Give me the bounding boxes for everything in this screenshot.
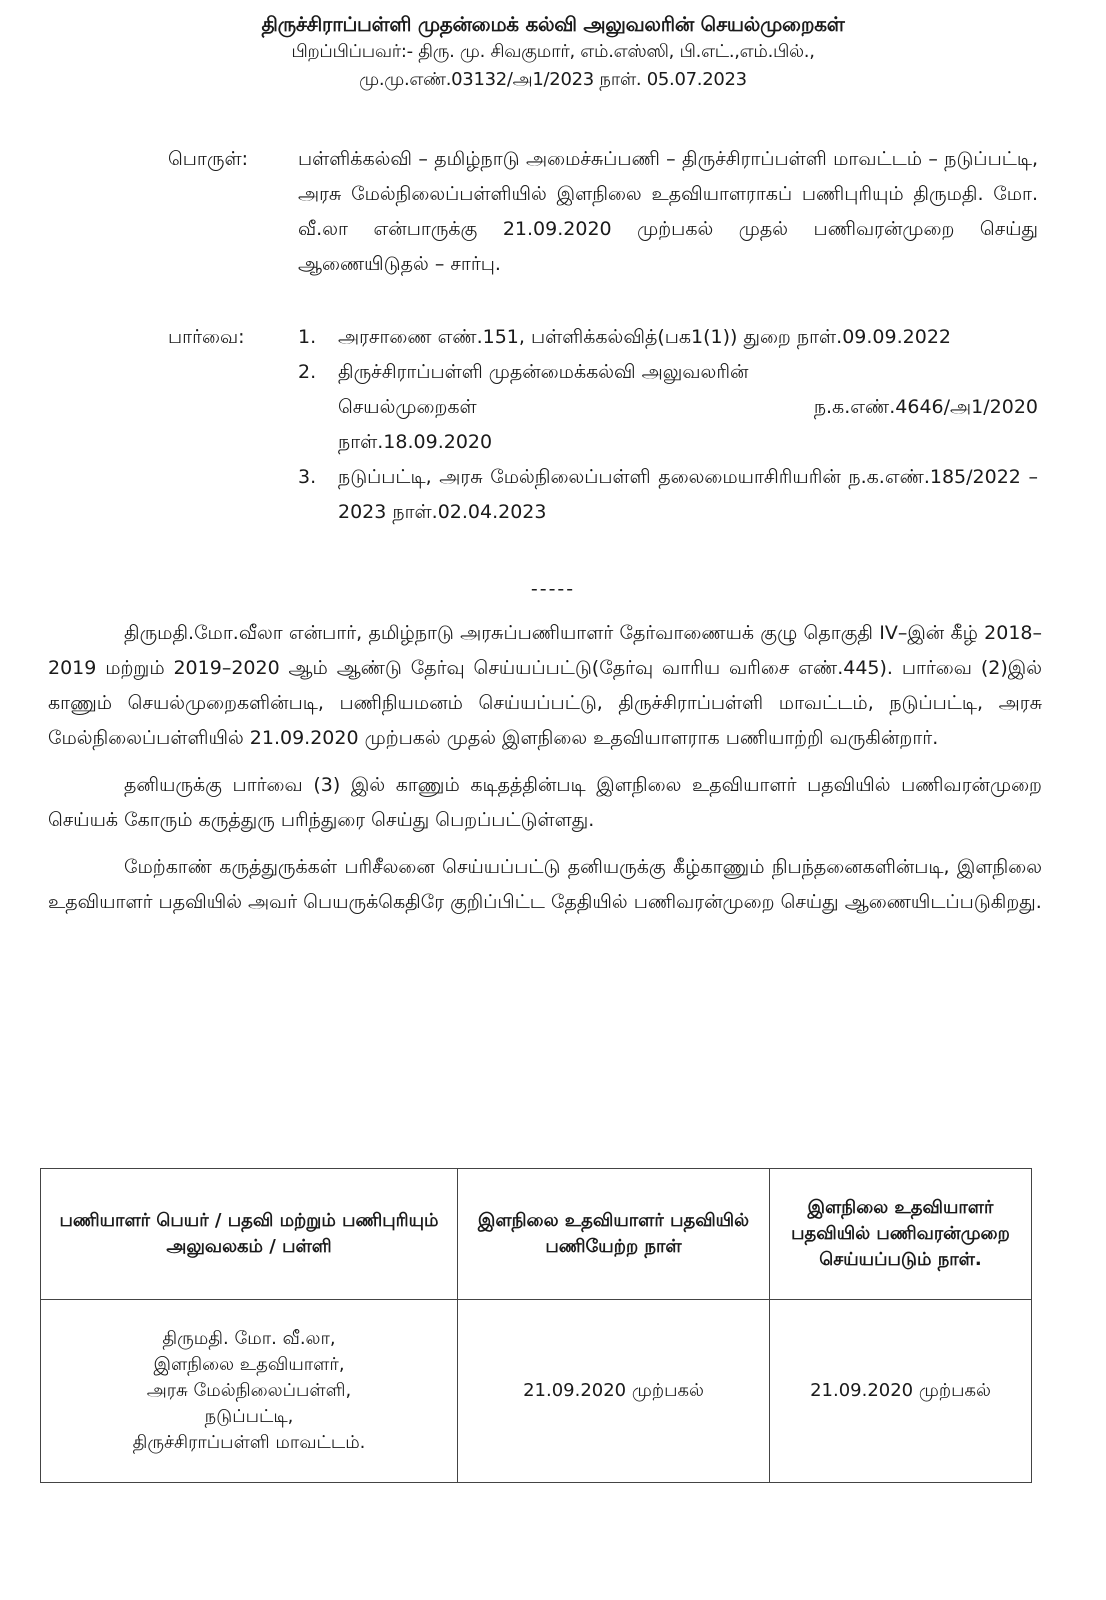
header-joined-date: இளநிலை உதவியாளர் பதவியில் பணியேற்ற நாள்: [458, 1169, 770, 1300]
header-regularized-date: இளநிலை உதவியாளர் பதவியில் பணிவரன்முறை செய்யப்படும் நாள்.: [770, 1169, 1032, 1300]
subject-text: பள்ளிக்கல்வி – தமிழ்நாடு அமைச்சுப்பணி – திருச்சிராப்பள்ளி மாவட்டம் – நடுப்பட்டி, அரசு மேல்நிலைப்பள்ளியில் இளநிலை உதவியாளராகப் பணிபுரியும் திருமதி. மோ. வீ.லா என்பாருக்கு 21.09.2020 முற்பகல் முதல் பணிவரன்முறை செய்து ஆணையிடுதல் – சார்பு.: [298, 148, 1038, 275]
office-title: திருச்சிராப்பள்ளி முதன்மைக் கல்வி அலுவலரின் செயல்முறைகள்: [261, 12, 845, 36]
reference-text: அரசாணை எண்.151, பள்ளிக்கல்வித்(பக1(1)) துறை நாள்.09.09.2022: [338, 326, 951, 348]
table-header-row: [41, 1169, 1032, 1300]
reference-text: நடுப்பட்டி, அரசு மேல்நிலைப்பள்ளி தலைமையாசிரியரின் ந.க.எண்.185/2022 – 2023 நாள்.02.04.2023: [338, 466, 1038, 523]
reference-number: 3.: [298, 466, 317, 488]
reference-number: 1.: [298, 326, 317, 348]
reference-number-date: மு.மு.எண்.03132/அ1/2023 நாள். 05.07.2023: [359, 69, 747, 90]
reference-text-part: நாள்.18.09.2020: [338, 431, 493, 453]
employee-line: திருச்சிராப்பள்ளி மாவட்டம்.: [132, 1432, 366, 1453]
employee-line: இளநிலை உதவியாளர்,: [153, 1354, 345, 1375]
reference-text-line: [338, 390, 1038, 425]
regularization-table: [40, 1168, 1032, 1483]
references-label: பார்வை:: [168, 326, 245, 348]
issuer-line: பிறப்பிப்பவர்:- திரு. மு. சிவகுமார், எம்.எஸ்ஸி, பி.எட்.,எம்.பில்.,: [291, 41, 815, 62]
employee-line: நடுப்பட்டி,: [204, 1406, 294, 1427]
letter-body: [48, 616, 1042, 932]
body-paragraph: மேற்காண் கருத்துருக்கள் பரிசீலனை செய்யப்பட்டு தனியருக்கு கீழ்காணும் நிபந்தனைகளின்படி, இளநிலை உதவியாளர் பதவியில் அவர் பெயருக்கெதிரே குறிப்பிட்ட தேதியில் பணிவரன்முறை செய்து ஆணையிடப்படுகிறது.: [48, 856, 1042, 913]
reference-text-line: [338, 425, 1038, 460]
reference-text-line: [338, 355, 1038, 390]
references-list: [298, 320, 1038, 530]
cell-regularized-date: 21.09.2020 முற்பகல்: [770, 1300, 1032, 1483]
references-block: [168, 320, 1038, 530]
letter-header: [0, 10, 1106, 94]
table-row: [41, 1300, 1032, 1483]
body-paragraph: தனியருக்கு பார்வை (3) இல் காணும் கடிதத்தின்படி இளநிலை உதவியாளர் பதவியில் பணிவரன்முறை செய்யக் கோரும் கருத்துரு பரிந்துரை செய்து பெறப்பட்டுள்ளது.: [48, 774, 1042, 831]
reference-text-part: ந.க.எண்.4646/அ1/2020: [813, 396, 1038, 418]
header-employee: பணியாளர் பெயர் / பதவி மற்றும் பணிபுரியும் அலுவலகம் / பள்ளி: [41, 1169, 458, 1300]
reference-item: [298, 320, 1038, 355]
reference-number: 2.: [298, 361, 317, 383]
reference-text-part: செயல்முறைகள்: [338, 396, 477, 418]
reference-item: [298, 355, 1038, 460]
subject-label: பொருள்:: [168, 148, 249, 170]
employee-line: திருமதி. மோ. வீ.லா,: [162, 1328, 336, 1349]
reference-item: [298, 460, 1038, 530]
cell-joined-date: 21.09.2020 முற்பகல்: [458, 1300, 770, 1483]
body-paragraph: திருமதி.மோ.வீலா என்பார், தமிழ்நாடு அரசுப்பணியாளர் தேர்வாணையக் குழு தொகுதி IV–இன் கீழ் 2018–2019 மற்றும் 2019–2020 ஆம் ஆண்டு தேர்வு செய்யப்பட்டு(தேர்வு வாரிய வரிசை எண்.445). பார்வை (2)இல் காணும் செயல்முறைகளின்படி, பணிநியமனம் செய்யப்பட்டு, திருச்சிராப்பள்ளி மாவட்டம், நடுப்பட்டி, அரசு மேல்நிலைப்பள்ளியில் 21.09.2020 முற்பகல் முதல் இளநிலை உதவியாளராக பணியாற்றி வருகின்றார்.: [48, 622, 1042, 749]
cell-employee: [41, 1300, 458, 1483]
reference-text-part: திருச்சிராப்பள்ளி முதன்மைக்கல்வி அலுவலரின்: [338, 361, 749, 383]
subject-block: [168, 142, 1038, 282]
reference-text: [338, 355, 1038, 460]
section-separator: -----: [530, 578, 576, 600]
employee-line: அரசு மேல்நிலைப்பள்ளி,: [146, 1380, 352, 1401]
